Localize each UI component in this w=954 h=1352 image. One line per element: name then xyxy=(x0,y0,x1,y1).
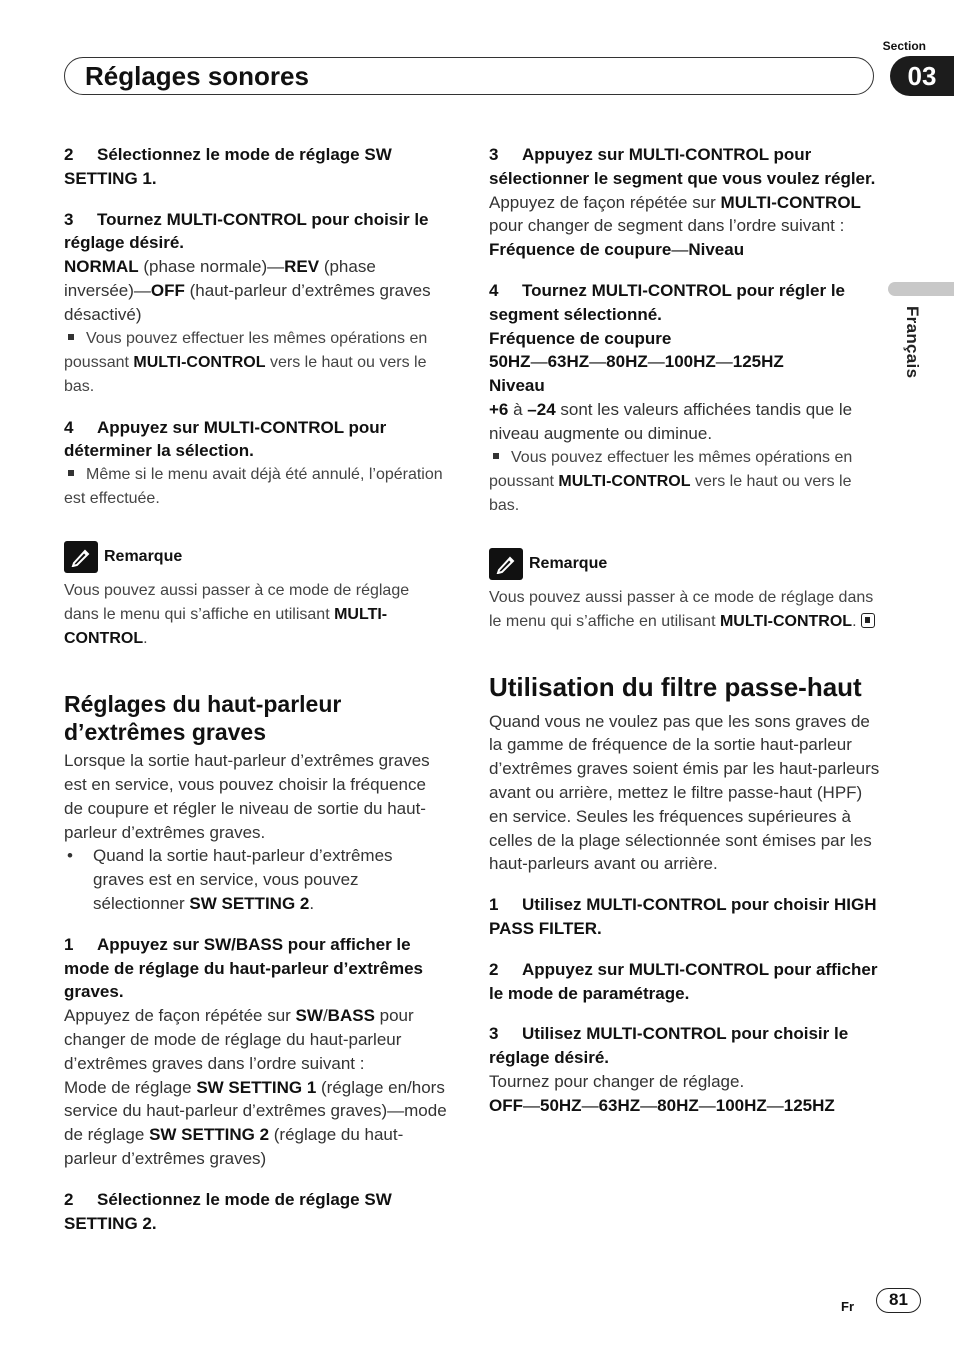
phase-options: NORMAL (phase normale)—REV (phase inversée)—OFF (haut-parleur d’extrêmes graves désactivé) xyxy=(64,257,431,324)
remark-text: Vous pouvez aussi passer à ce mode de réglage dans le menu qui s’affiche en utilisant MULTI-CONTROL. xyxy=(489,588,874,630)
hpf-intro: Quand vous ne voulez pas que les sons graves de la gamme de fréquence de la sortie haut-parleur d’extrêmes graves soient émis par les haut-parleurs avant ou arrière, mettez le filtre passe-haut (HPF) en service. Seules les fréquences supérieures à celles de la plage sélectionnée sont émises par les haut-parleurs avant ou arrière. xyxy=(489,711,880,874)
bullet-item: • Quand la sortie haut-parleur d’extrêmes graves est en service, vous pouvez sélectionner SW SETTING 2. xyxy=(67,846,393,913)
step: 4 Appuyez sur MULTI-CONTROL pour déterminer la sélection. xyxy=(64,417,387,461)
step-body: Appuyez de façon répétée sur SW/BASS pour changer de mode de réglage du haut-parleur d’extrêmes graves dans l’ordre suivant : Mode de réglage SW SETTING 1 (réglage en/hors service du haut-parleur d’extrêmes graves)—mode de réglage SW SETTING 2 (réglage du haut-parleur d’extrêmes graves) xyxy=(64,1006,447,1168)
remark-text: Vous pouvez aussi passer à ce mode de réglage dans le menu qui s’affiche en utilisant MULTI-CONTROL. xyxy=(64,582,410,648)
left-column xyxy=(64,143,448,1235)
hpf-values: OFF—50HZ—63HZ—80HZ—100HZ—125HZ xyxy=(489,1095,835,1115)
note: Vous pouvez effectuer les mêmes opérations en poussant MULTI-CONTROL vers le haut ou vers le bas. xyxy=(489,448,853,514)
level-range: +6 à –24 sont les valeurs affichées tandis que le niveau augmente ou diminue. xyxy=(489,399,853,443)
page-number: 81 xyxy=(876,1288,921,1313)
end-mark-icon xyxy=(861,613,875,628)
intro-paragraph: Lorsque la sortie haut-parleur d’extrêmes graves est en service, vous pouvez choisir la fréquence de coupure et régler le niveau de sortie du haut-parleur d’extrêmes graves. xyxy=(64,751,430,842)
step-body: Appuyez de façon répétée sur MULTI-CONTROL pour changer de segment dans l’ordre suivant : xyxy=(489,192,861,236)
remark-header: Remarque xyxy=(64,541,448,573)
section-heading: Utilisation du filtre passe-haut xyxy=(489,671,862,702)
level-label: Niveau xyxy=(489,376,545,396)
remark-pencil-icon xyxy=(489,548,523,580)
note: Même si le menu avait déjà été annulé, l’opération est effectuée. xyxy=(64,466,443,508)
remark-pencil-icon xyxy=(64,541,98,573)
note-square-icon xyxy=(68,470,74,476)
section-label: Section xyxy=(882,39,926,53)
freq-values: 50HZ—63HZ—80HZ—100HZ—125HZ xyxy=(489,352,784,372)
step: 3 Utilisez MULTI-CONTROL pour choisir le réglage désiré. xyxy=(489,1024,849,1068)
language-tab xyxy=(888,282,954,296)
note: Vous pouvez effectuer les mêmes opérations en poussant MULTI-CONTROL vers le haut ou vers le bas. xyxy=(64,329,428,395)
step-body: Tournez pour changer de réglage. xyxy=(489,1071,745,1091)
footer-language: Fr xyxy=(841,1299,854,1314)
remark-header: Remarque xyxy=(489,548,881,580)
step: 3 Appuyez sur MULTI-CONTROL pour sélectionner le segment que vous voulez régler. xyxy=(489,145,876,188)
note-square-icon xyxy=(493,453,499,459)
step: 1 Utilisez MULTI-CONTROL pour choisir HIGH PASS FILTER. xyxy=(489,895,877,938)
segment-order: Fréquence de coupure—Niveau xyxy=(489,240,745,260)
language-label: Français xyxy=(903,306,922,379)
step: 1 Appuyez sur SW/BASS pour afficher le mode de réglage du haut-parleur d’extrêmes graves. xyxy=(64,934,423,1002)
step: 3 Tournez MULTI-CONTROL pour choisir le réglage désiré. xyxy=(64,209,429,253)
right-column xyxy=(489,143,881,1118)
step: 4 Tournez MULTI-CONTROL pour régler le segment sélectionné. xyxy=(489,280,845,324)
step: 2 Sélectionnez le mode de réglage SW SETTING 1. xyxy=(64,145,392,188)
freq-label: Fréquence de coupure xyxy=(489,328,672,348)
section-number-badge: 03 xyxy=(890,56,954,96)
step: 2 Sélectionnez le mode de réglage SW SETTING 2. xyxy=(64,1189,392,1233)
subsection-heading: Réglages du haut-parleur d’extrêmes graves xyxy=(64,691,342,746)
step: 2 Appuyez sur MULTI-CONTROL pour afficher le mode de paramétrage. xyxy=(489,959,878,1003)
page-title: Réglages sonores xyxy=(85,61,309,91)
note-square-icon xyxy=(68,334,74,340)
